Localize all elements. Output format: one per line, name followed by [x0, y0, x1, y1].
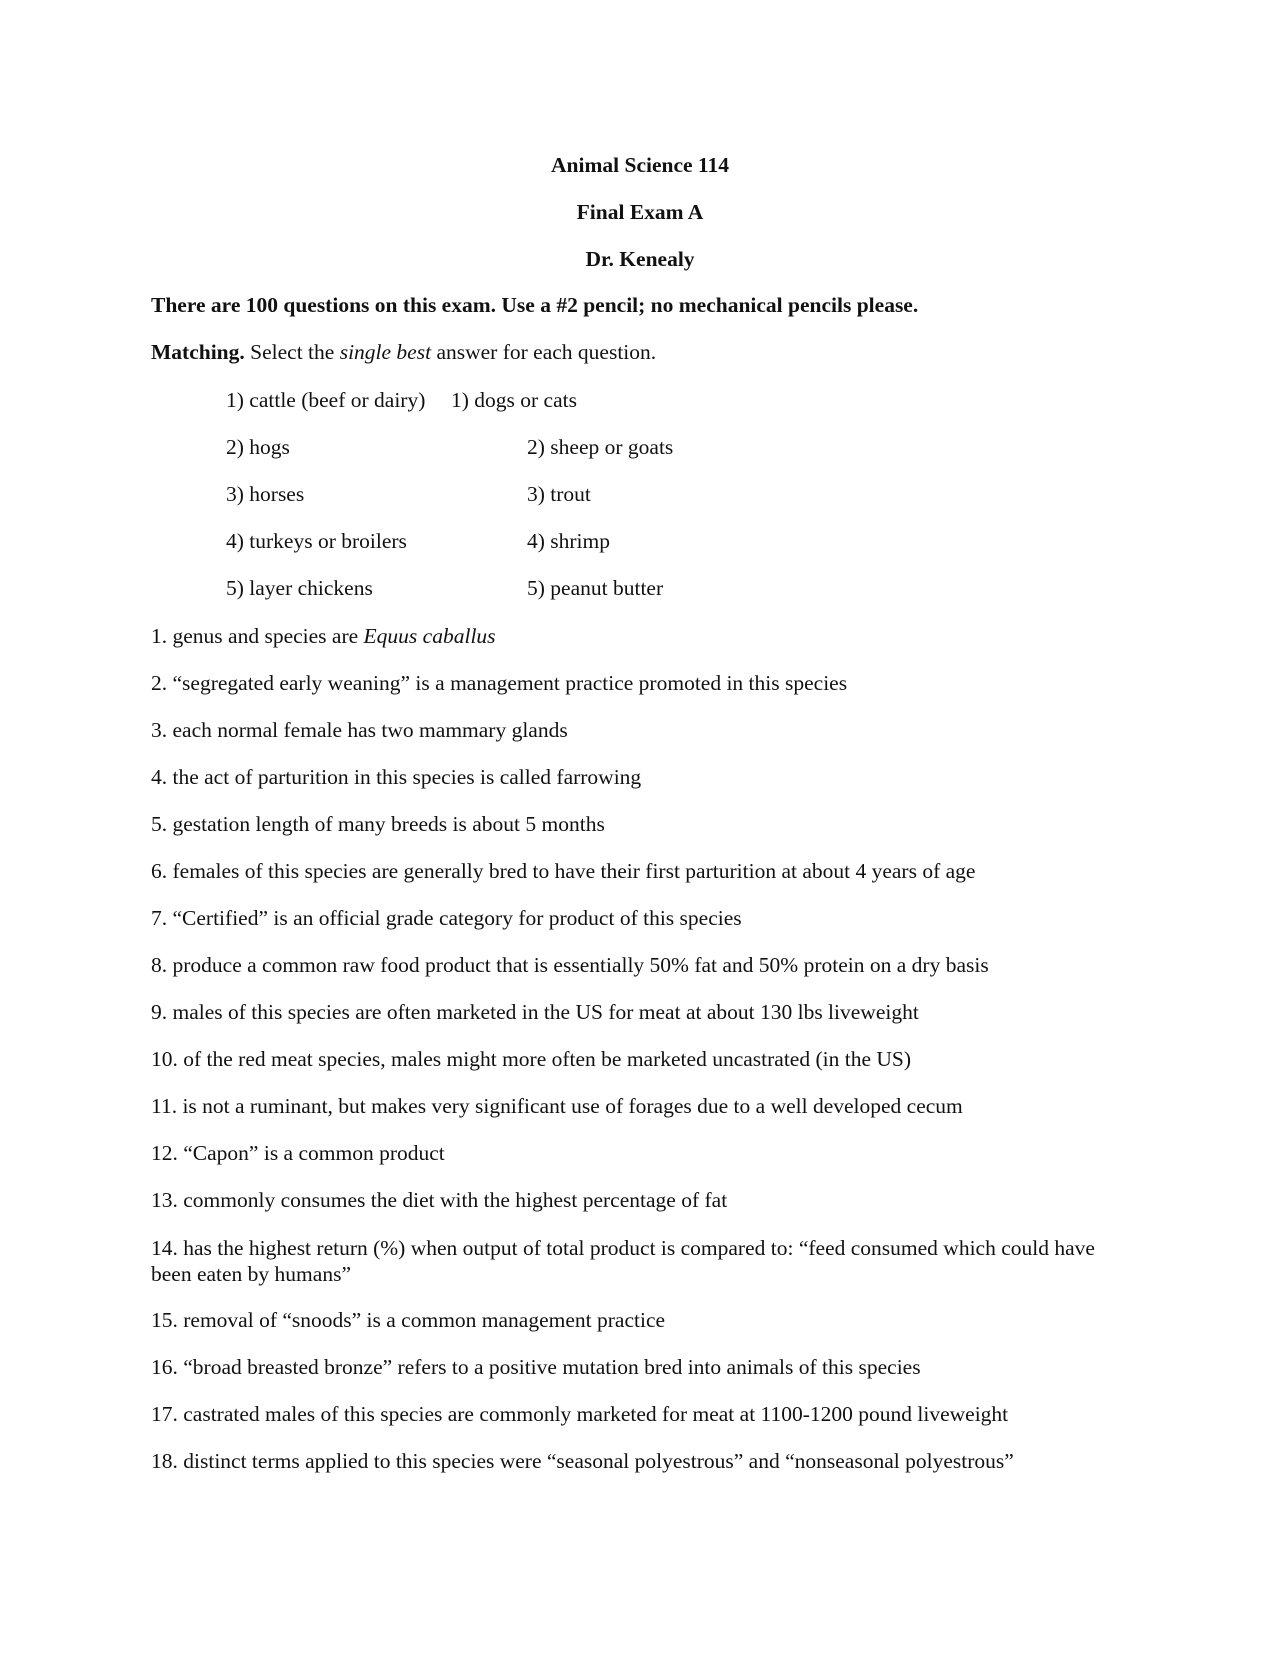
instructor-name: Dr. Kenealy — [585, 247, 695, 271]
question-5: 5. gestation length of many breeds is about 5 months — [151, 812, 605, 836]
option-left-5: 5) layer chickens — [226, 576, 373, 600]
matching-text-before: Select the — [244, 340, 340, 364]
question-1-species-name: Equus caballus — [363, 624, 496, 648]
question-8: 8. produce a common raw food product that is essentially 50% fat and 50% protein on a dry basis — [151, 953, 989, 977]
question-17: 17. castrated males of this species are commonly marketed for meat at 1100-1200 pound liveweight — [151, 1402, 1009, 1426]
option-right-2: 2) sheep or goats — [527, 435, 674, 459]
question-9: 9. males of this species are often marketed in the US for meat at about 130 lbs liveweight — [151, 1000, 919, 1024]
question-14: 14. has the highest return (%) when output of total product is compared to: “feed consumed which could have been eaten by humans” — [151, 1236, 1095, 1286]
question-11: 11. is not a ruminant, but makes very significant use of forages due to a well developed cecum — [151, 1094, 963, 1118]
question-7: 7. “Certified” is an official grade category for product of this species — [151, 906, 742, 930]
course-title: Animal Science 114 — [551, 153, 729, 177]
option-left-3: 3) horses — [226, 482, 305, 506]
matching-emphasis: single best — [339, 340, 432, 364]
matching-text-after: answer for each question. — [431, 340, 657, 364]
matching-label: Matching. — [151, 340, 245, 364]
exam-instructions: There are 100 questions on this exam. Use a #2 pencil; no mechanical pencils please. — [151, 293, 919, 317]
question-1 — [151, 623, 1131, 650]
question-13: 13. commonly consumes the diet with the highest percentage of fat — [151, 1188, 728, 1212]
question-10: 10. of the red meat species, males might more often be marketed uncastrated (in the US) — [151, 1047, 912, 1071]
option-left-4: 4) turkeys or broilers — [226, 529, 407, 553]
question-12: 12. “Capon” is a common product — [151, 1141, 445, 1165]
question-15: 15. removal of “snoods” is a common management practice — [151, 1308, 666, 1332]
option-right-4: 4) shrimp — [527, 529, 611, 553]
question-3: 3. each normal female has two mammary glands — [151, 718, 568, 742]
option-left-1: 1) cattle (beef or dairy) — [226, 388, 426, 412]
matching-heading — [151, 339, 1131, 366]
exam-title: Final Exam A — [576, 200, 704, 224]
option-right-5: 5) peanut butter — [527, 576, 664, 600]
question-2: 2. “segregated early weaning” is a management practice promoted in this species — [151, 671, 848, 695]
question-1-text: 1. genus and species are — [151, 624, 364, 648]
question-16: 16. “broad breasted bronze” refers to a positive mutation bred into animals of this species — [151, 1355, 921, 1379]
question-18: 18. distinct terms applied to this species were “seasonal polyestrous” and “nonseasonal polyestrous” — [151, 1449, 1014, 1473]
option-right-3: 3) trout — [527, 482, 591, 506]
option-left-2: 2) hogs — [226, 435, 290, 459]
question-4: 4. the act of parturition in this species is called farrowing — [151, 765, 642, 789]
question-6: 6. females of this species are generally bred to have their first parturition at about 4 years of age — [151, 859, 976, 883]
option-right-1: 1) dogs or cats — [451, 388, 577, 412]
